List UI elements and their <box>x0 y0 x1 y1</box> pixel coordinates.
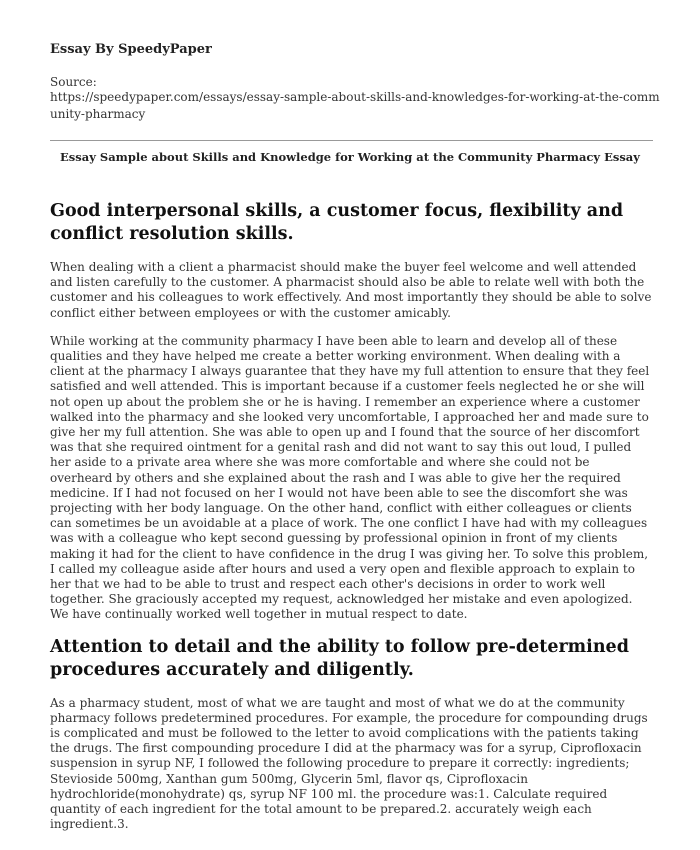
section-heading: Good interpersonal skills, a customer focus, flexibility and conflict resolution skills. <box>50 201 624 244</box>
brand-label: Essay By SpeedyPaper <box>50 42 212 57</box>
source-url: https://speedypaper.com/essays/essay-sample-about-skills-and-knowledges-for-working-at-the-community-pharmacy <box>50 90 660 121</box>
source-label: Source: <box>50 75 97 89</box>
document-title: Essay Sample about Skills and Knowledge for Working at the Community Pharmacy Essay <box>60 150 640 164</box>
essay-body <box>50 200 654 846</box>
paragraph: When dealing with a client a pharmacist should make the buyer feel welcome and well attended and listen carefully to the customer. A pharmacist should also be able to relate well with both the customer and his colleagues to work effectively. And most importantly they should be able to solve conflict either between employees or with the customer amicably. <box>50 260 652 320</box>
document-header <box>50 42 660 123</box>
header-divider <box>50 140 653 141</box>
section-heading: Attention to detail and the ability to follow pre-determined procedures accurately and diligently. <box>50 636 629 680</box>
paragraph: As a pharmacy student, most of what we are taught and most of what we do at the community pharmacy follows predetermined procedures. For example, the procedure for compounding drugs is complicated and must be followed to the letter to avoid complications with the patients taking the drugs. The first compounding procedure I did at the pharmacy was for a syrup, Ciprofloxacin suspension in syrup NF, I followed the following procedure to prepare it correctly: ingredients; Stevioside 500mg, Xanthan gum 500mg, Glycerin 5ml, flavor qs, Ciprofloxacin hydrochloride(monohydrate) qs, syrup NF 100 ml. the procedure was:1. Calculate required quantity of each ingredient for the total amount to be prepared.2. accurately weigh each ingredient.3. <box>50 695 648 832</box>
paragraph: While working at the community pharmacy I have been able to learn and develop all of these qualities and they have helped me create a better working environment. When dealing with a client at the pharmacy I always guarantee that they have my full attention to ensure that they feel satisfied and well attended. This is important because if a customer feels neglected he or she will not open up about the problem she or he is having. I remember an experience where a customer walked into the pharmacy and she looked very uncomfortable, I approached her and made sure to give her my full attention. She was able to open up and I found that the source of her discomfort was that she required ointment for a genital rash and did not want to say this out loud, I pulled her aside to a private area where she was more comfortable and where she could not be overheard by others and she explained about the rash and I was able to give her the required medicine. If I had not focused on her I would not have been able to see the discomfort she was projecting with her body language. On the other hand, conflict with either colleagues or clients can sometimes be un avoidable at a place of work. The one conflict I have had with my colleagues was with a colleague who kept second guessing by professional opinion in front of my clients making it had for the client to have confidence in the drug I was giving her. To solve this problem, I called my colleague aside after hours and used a very open and flexible approach to explain to her that we had to be able to trust and respect each other's decisions in order to work well together. She graciously accepted my request, acknowledged her mistake and even apologized. We have continually worked well together in mutual respect to date. <box>50 333 650 622</box>
